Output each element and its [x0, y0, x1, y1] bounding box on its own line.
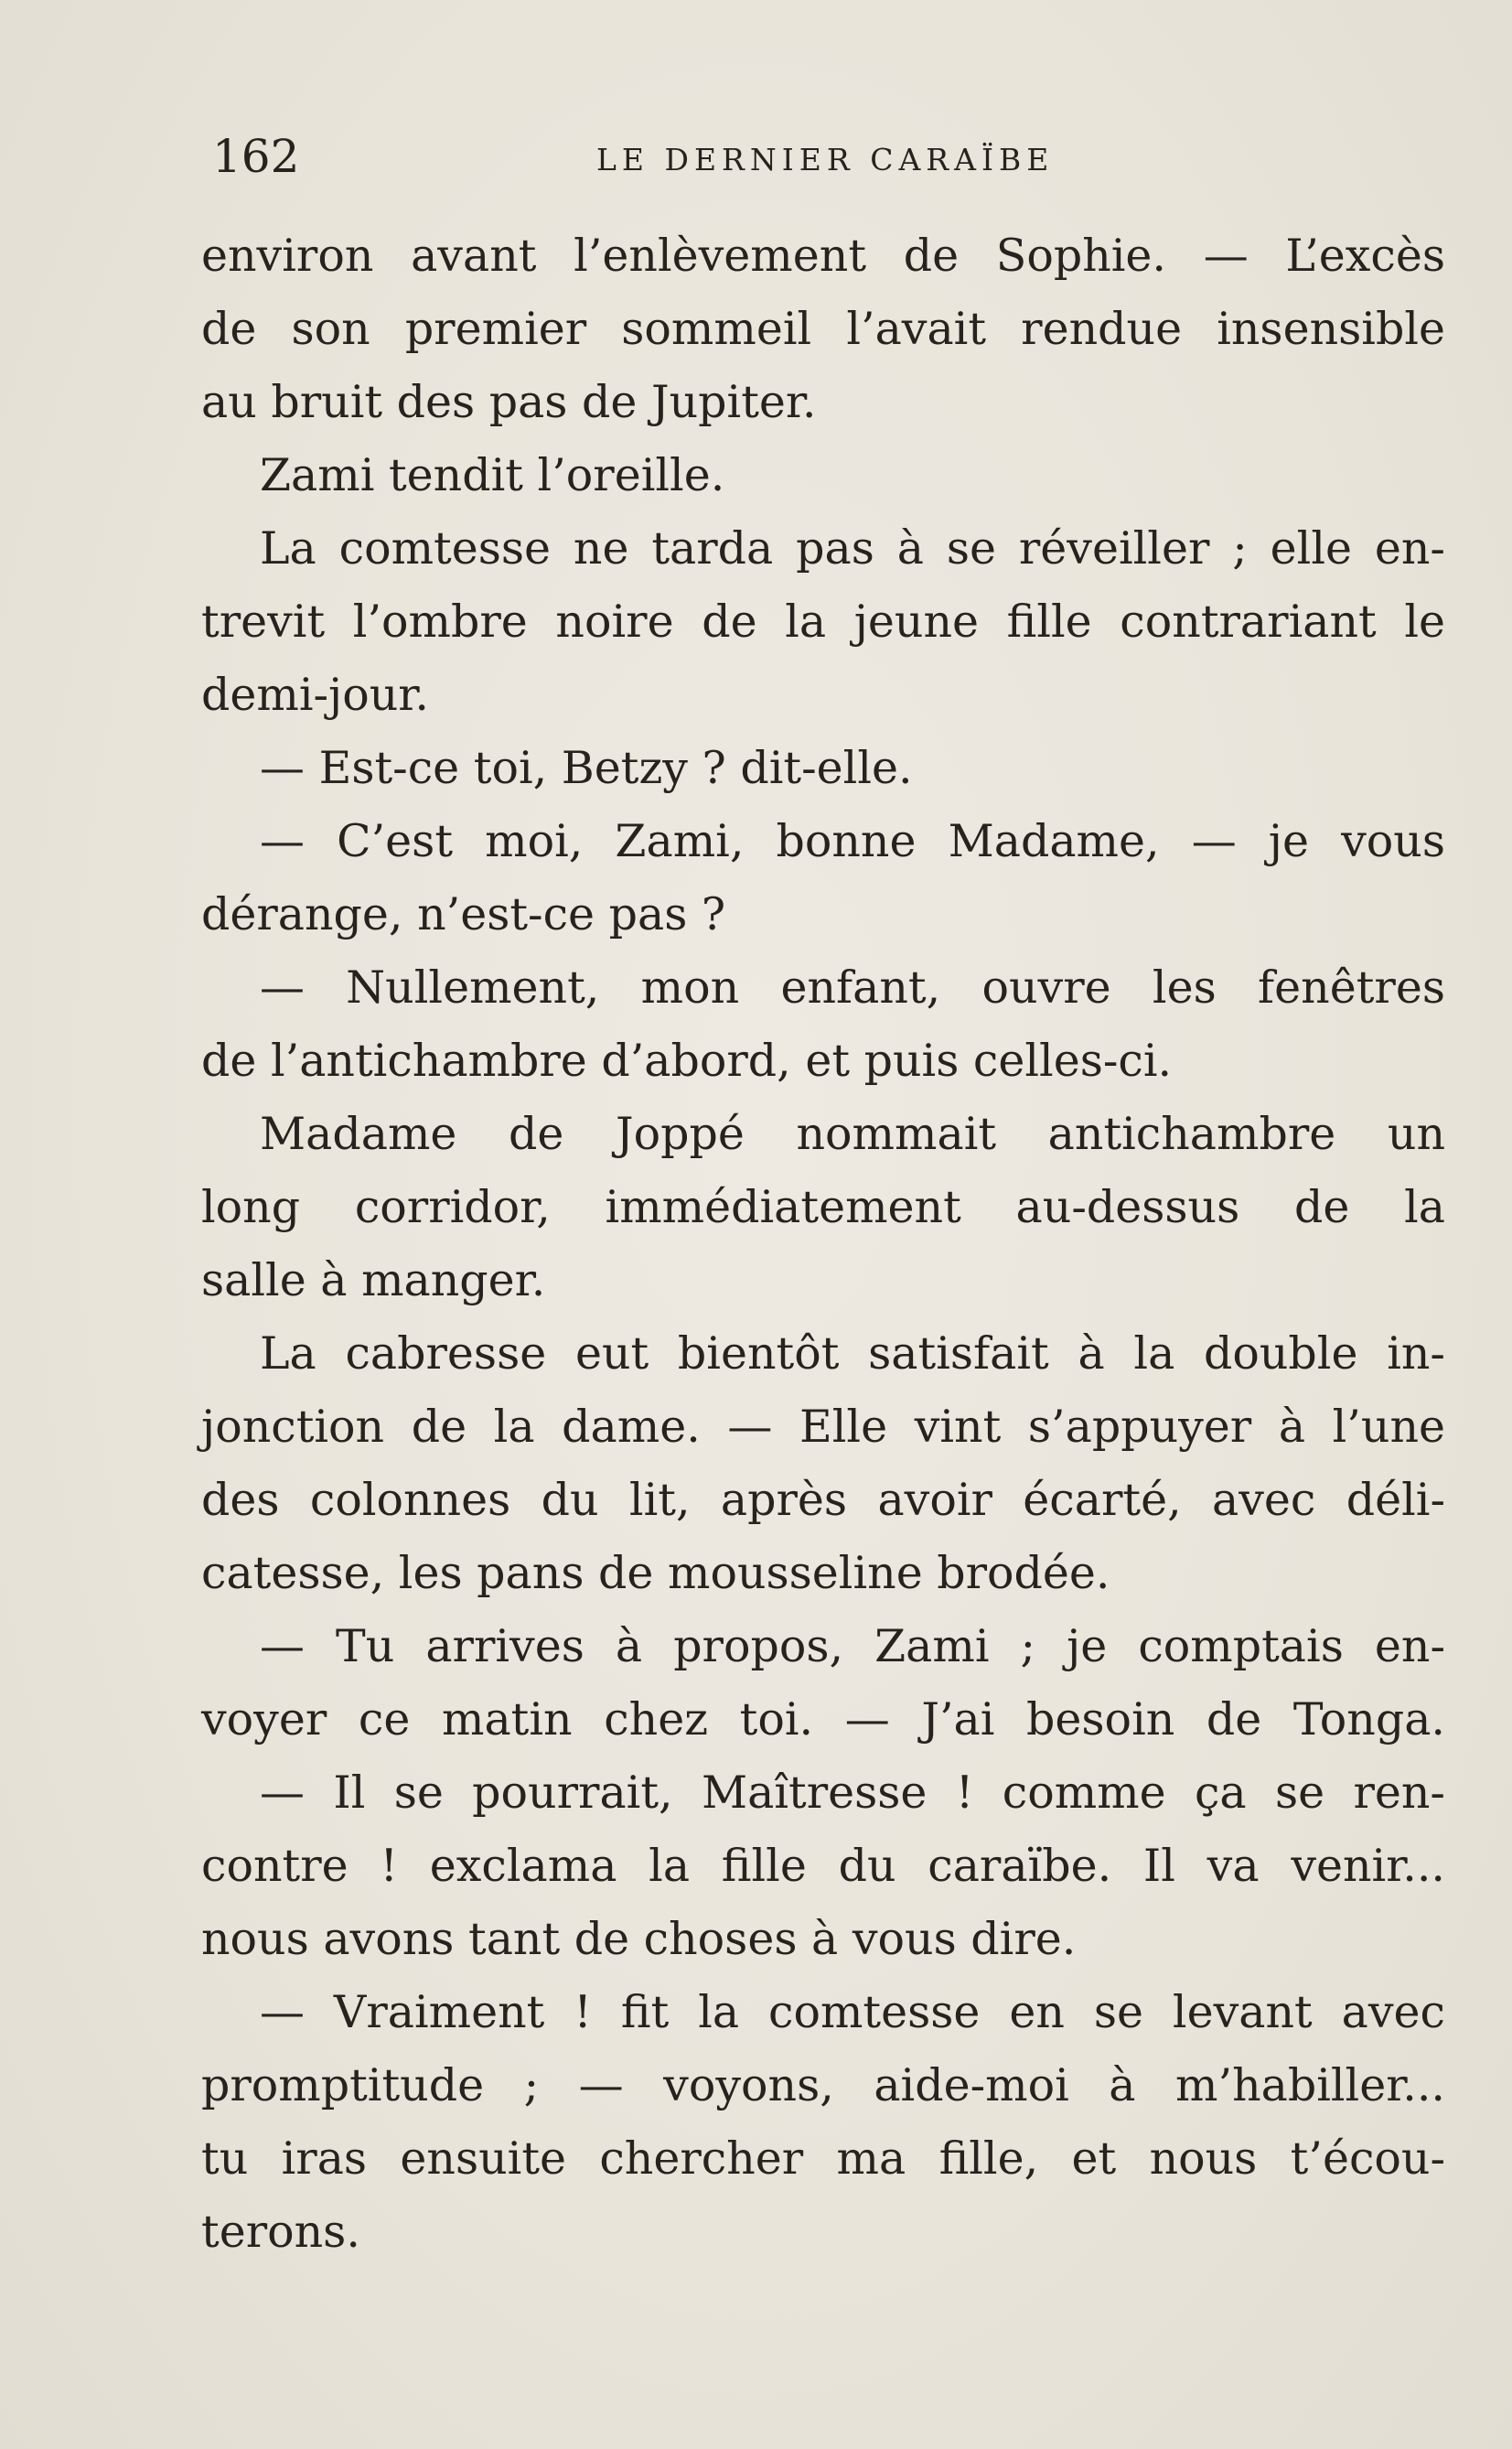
text-line: — Est-ce toi, Betzy ? dit-elle.: [260, 742, 913, 794]
page-number: 162: [212, 130, 300, 183]
text-line: terons.: [201, 2206, 360, 2258]
text-line: — C’est moi, Zami, bonne Madame, — je vous: [260, 815, 1445, 867]
text-line: promptitude ; — voyons, aide-moi à m’habiller...: [201, 2059, 1445, 2111]
text-line: dérange, n’est-ce pas ?: [201, 888, 726, 940]
text-line: — Il se pourrait, Maîtresse ! comme ça se ren-: [260, 1767, 1445, 1819]
running-title: LE DERNIER CARAÏBE: [596, 142, 1055, 177]
text-line: voyer ce matin chez toi. — J’ai besoin de Tonga.: [201, 1693, 1445, 1745]
text-line: tu iras ensuite chercher ma fille, et nous t’écou-: [201, 2132, 1445, 2185]
text-line: au bruit des pas de Jupiter.: [201, 376, 817, 428]
text-line: long corridor, immédiatement au-dessus de la: [201, 1181, 1445, 1233]
text-line: nous avons tant de choses à vous dire.: [201, 1913, 1077, 1965]
text-line: salle à manger.: [201, 1254, 546, 1306]
text-line: de l’antichambre d’abord, et puis celles-ci.: [201, 1035, 1173, 1087]
text-line: jonction de la dame. — Elle vint s’appuyer à l’une: [201, 1401, 1445, 1453]
text-line: demi-jour.: [201, 669, 429, 721]
text-line: catesse, les pans de mousseline brodée.: [201, 1547, 1110, 1599]
body-text: [201, 220, 1445, 2269]
text-line: des colonnes du lit, après avoir écarté, avec déli-: [201, 1474, 1445, 1526]
text-line: Madame de Joppé nommait antichambre un: [260, 1108, 1445, 1160]
text-line: La comtesse ne tarda pas à se réveiller ; elle en-: [260, 522, 1445, 575]
text-line: La cabresse eut bientôt satisfait à la double in-: [260, 1327, 1445, 1380]
page-header: [203, 124, 1465, 188]
text-line: de son premier sommeil l’avait rendue insensible: [201, 303, 1445, 355]
text-line: — Tu arrives à propos, Zami ; je comptais en-: [260, 1620, 1445, 1672]
text-line: — Vraiment ! fit la comtesse en se levant avec: [260, 1986, 1445, 2038]
text-line: contre ! exclama la fille du caraïbe. Il va venir...: [201, 1840, 1445, 1892]
text-line: Zami tendit l’oreille.: [260, 449, 725, 501]
text-line: environ avant l’enlèvement de Sophie. — L’excès: [201, 230, 1445, 282]
text-line: trevit l’ombre noire de la jeune fille contrariant le: [201, 596, 1445, 648]
text-line: — Nullement, mon enfant, ouvre les fenêtres: [260, 961, 1445, 1014]
